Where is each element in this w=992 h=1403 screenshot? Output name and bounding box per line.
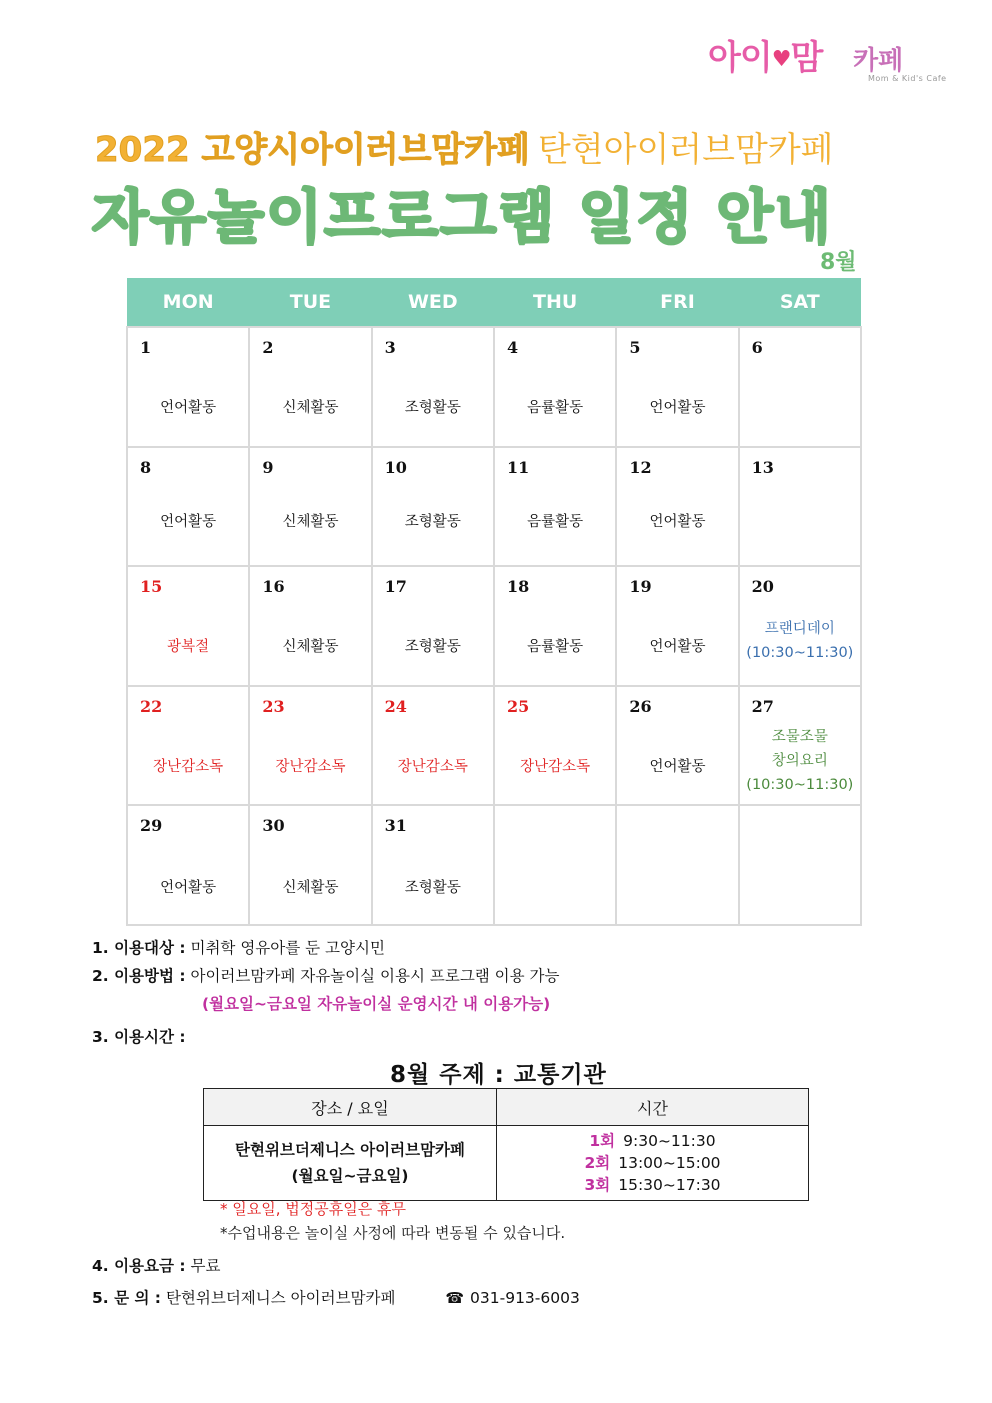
info-target	[92, 937, 385, 959]
info-text: 아이러브맘카페 자유놀이실 이용시 프로그램 이용 가능	[185, 967, 560, 985]
activity-name: 조물조물	[771, 728, 828, 745]
day-activity: 신체활동	[282, 639, 339, 656]
day-activity: 신체활동	[282, 400, 339, 416]
logo-word: 아이♥맘	[708, 38, 823, 78]
calendar-day	[616, 805, 738, 925]
day-activity: 언어활동	[649, 513, 706, 530]
schedule-col-place: 장소 / 요일	[204, 1089, 497, 1126]
calendar-day	[494, 805, 616, 925]
day-header: THU	[494, 278, 616, 327]
day-header: TUE	[249, 278, 371, 327]
calendar-week	[127, 566, 861, 686]
info-contact	[92, 1287, 580, 1309]
day-number: 17	[384, 577, 407, 597]
calendar-day	[372, 327, 494, 447]
day-activity: 조형활동	[404, 639, 461, 656]
calendar-day	[249, 327, 371, 447]
schedule-col-time: 시간	[497, 1089, 809, 1126]
calendar-day	[616, 327, 738, 447]
day-number: 5	[629, 338, 641, 357]
info-label: 3. 이용시간 :	[92, 1028, 186, 1046]
day-activity: 신체활동	[282, 880, 339, 897]
session-row	[498, 1152, 807, 1174]
heart-icon: ♥	[771, 47, 791, 72]
calendar-header-row	[127, 278, 861, 327]
day-activity: 조형활동	[404, 400, 461, 416]
schedule-times	[497, 1126, 809, 1201]
day-activity: 조형활동	[404, 880, 461, 897]
change-note: *수업내용은 놀이실 사정에 따라 변동될 수 있습니다.	[220, 1224, 566, 1242]
day-activity	[740, 725, 860, 797]
info-label: 5. 문 의 :	[92, 1289, 162, 1307]
calendar-week	[127, 686, 861, 806]
day-activity: 언어활동	[649, 758, 706, 775]
schedule-header-row	[204, 1089, 809, 1126]
day-activity: 조형활동	[404, 513, 461, 530]
calendar-day	[372, 447, 494, 567]
session-time: 13:00~15:00	[618, 1154, 721, 1172]
calendar-day	[127, 566, 249, 686]
holiday-note: * 일요일, 법정공휴일은 휴무	[220, 1200, 406, 1218]
info-label: 1. 이용대상 :	[92, 939, 186, 957]
calendar-day	[127, 686, 249, 806]
day-number: 31	[384, 816, 407, 836]
activity-time: (10:30~11:30)	[746, 776, 854, 793]
calendar-day	[494, 327, 616, 447]
day-number: 24	[384, 696, 407, 716]
day-number: 22	[140, 696, 163, 716]
session-time: 9:30~11:30	[623, 1132, 716, 1150]
day-number: 9	[262, 457, 274, 477]
day-activity: 음률활동	[527, 400, 584, 416]
day-number: 4	[506, 338, 519, 357]
calendar-day	[372, 686, 494, 806]
calendar-week	[127, 447, 861, 567]
day-number: 3	[384, 338, 396, 357]
day-activity: 언어활동	[649, 639, 706, 656]
calendar-day	[249, 805, 371, 925]
day-activity: 광복절	[167, 639, 210, 656]
day-header: WED	[372, 278, 494, 327]
info-text: 무료	[185, 1257, 221, 1275]
info-fee	[92, 1255, 220, 1277]
phone-icon: ☎	[445, 1289, 465, 1307]
day-number: 2	[262, 338, 274, 357]
day-number: 12	[629, 457, 652, 477]
session-number: 2회	[584, 1154, 611, 1172]
info-method-note	[202, 993, 550, 1015]
day-activity: 신체활동	[282, 513, 339, 530]
logo-subtitle: Mom & Kid's Cafe	[868, 74, 947, 83]
place-days: (월요일~금요일)	[291, 1167, 409, 1185]
day-number: 18	[506, 577, 530, 597]
day-activity	[740, 617, 860, 665]
day-activity: 언어활동	[160, 513, 217, 530]
calendar	[126, 278, 862, 926]
day-activity: 장난감소독	[397, 758, 468, 775]
day-activity: 장난감소독	[153, 758, 224, 775]
day-number: 27	[751, 696, 774, 716]
day-number: 16	[262, 577, 285, 597]
day-number: 8	[140, 457, 152, 477]
schedule-table	[203, 1088, 809, 1201]
calendar-day	[249, 686, 371, 806]
calendar-day	[372, 805, 494, 925]
day-number: 25	[506, 696, 530, 716]
day-activity: 언어활동	[649, 400, 706, 416]
day-activity: 장난감소독	[520, 758, 591, 775]
header-title-b: 탄현아이러브맘카페	[537, 130, 834, 170]
calendar-day	[249, 447, 371, 567]
calendar-day	[739, 447, 861, 567]
day-activity: 음률활동	[527, 513, 584, 530]
activity-name: 프랜디데이	[764, 621, 835, 638]
calendar-week	[127, 805, 861, 925]
calendar-day	[494, 566, 616, 686]
info-method	[92, 965, 560, 987]
calendar-day	[739, 805, 861, 925]
schedule-place	[204, 1126, 497, 1201]
day-number: 26	[629, 696, 652, 716]
day-number: 13	[751, 457, 774, 477]
session-row	[498, 1174, 807, 1196]
day-number: 10	[384, 457, 407, 477]
info-text: 미취학 영유아를 둔 고양시민	[185, 939, 385, 957]
header-subtitle	[95, 122, 834, 171]
day-number: 30	[262, 816, 285, 836]
day-header: MON	[127, 278, 249, 327]
place-name: 탄현위브더제니스 아이러브맘카페	[235, 1141, 465, 1159]
month-label: 8월	[820, 250, 857, 275]
info-note: (월요일~금요일 자유놀이실 운영시간 내 이용가능)	[202, 995, 551, 1013]
calendar-day	[739, 686, 861, 806]
header-title-a: 2022 고양시아이러브맘카페	[95, 130, 530, 170]
day-number: 20	[751, 577, 774, 597]
calendar-day	[616, 447, 738, 567]
calendar-day	[372, 566, 494, 686]
session-time: 15:30~17:30	[618, 1176, 721, 1194]
info-text: 탄현위브더제니스 아이러브맘카페	[161, 1289, 396, 1307]
calendar-day	[494, 447, 616, 567]
day-number: 15	[140, 577, 163, 597]
day-number: 1	[140, 338, 152, 357]
calendar-day	[127, 447, 249, 567]
day-number: 19	[629, 577, 652, 597]
day-activity: 언어활동	[160, 880, 217, 897]
session-row	[498, 1130, 807, 1152]
session-number: 1회	[589, 1132, 616, 1150]
day-number: 6	[751, 338, 763, 357]
day-header: FRI	[616, 278, 738, 327]
calendar-day	[494, 686, 616, 806]
calendar-day	[616, 686, 738, 806]
schedule-row	[204, 1126, 809, 1201]
calendar-day	[739, 327, 861, 447]
calendar-day	[739, 566, 861, 686]
calendar-day	[127, 805, 249, 925]
activity-name: 창의요리	[771, 752, 828, 769]
phone-number: 031-913-6003	[470, 1289, 580, 1307]
day-number: 23	[262, 696, 285, 716]
activity-time: (10:30~11:30)	[746, 645, 854, 662]
info-time	[92, 1026, 186, 1048]
day-number: 11	[506, 457, 530, 477]
theme-title: 8월 주제 : 교통기관	[390, 1062, 607, 1088]
calendar-day	[249, 566, 371, 686]
calendar-day	[127, 327, 249, 447]
day-activity: 음률활동	[527, 639, 584, 656]
logo-cafe: 카페	[853, 46, 904, 76]
logo	[708, 30, 947, 90]
info-label: 2. 이용방법 :	[92, 967, 186, 985]
day-activity: 장난감소독	[275, 758, 346, 775]
day-number: 29	[140, 816, 163, 836]
info-label: 4. 이용요금 :	[92, 1257, 186, 1275]
page-title: 자유놀이프로그램 일정 안내	[92, 183, 833, 251]
session-number: 3회	[584, 1176, 611, 1194]
calendar-week	[127, 327, 861, 447]
day-header: SAT	[739, 278, 861, 327]
day-activity: 언어활동	[160, 400, 217, 416]
calendar-day	[616, 566, 738, 686]
